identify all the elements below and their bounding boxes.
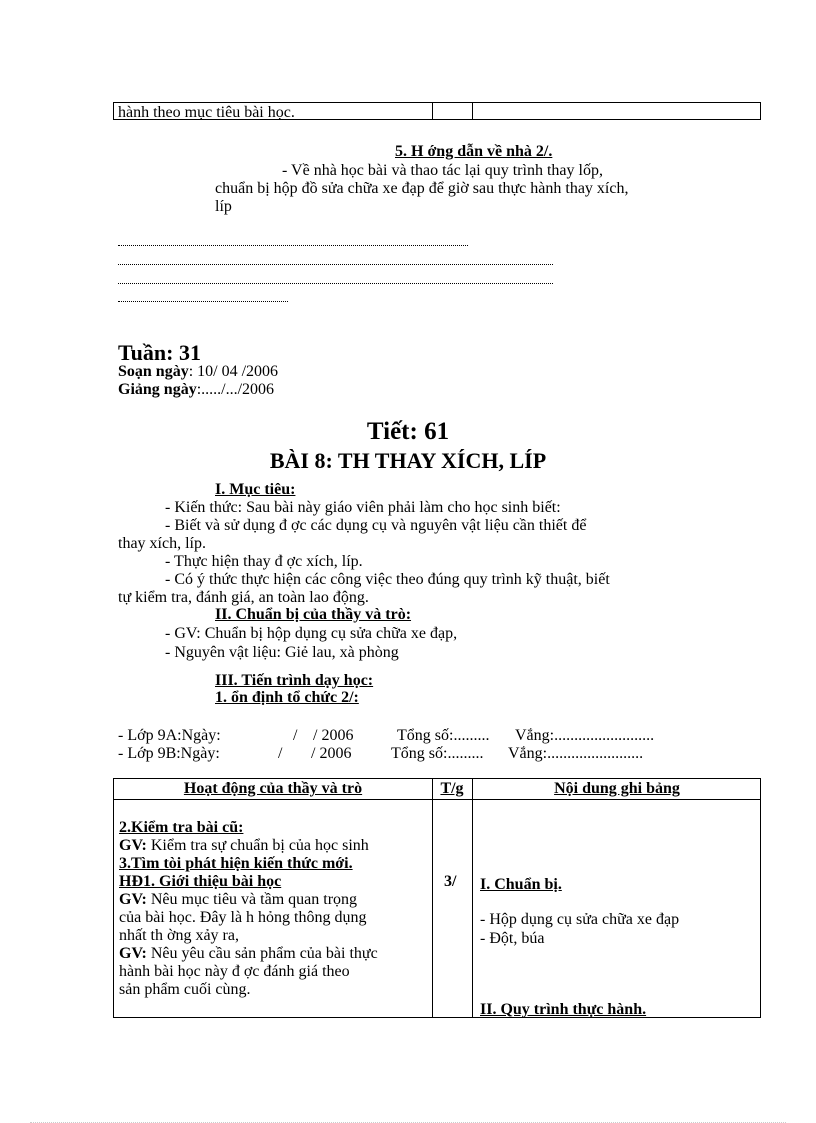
objective-line-4: - Thực hiện thay đ ợc xích, líp.: [165, 553, 363, 570]
prep-date: [118, 363, 278, 381]
class-9b-slash: /: [278, 745, 283, 762]
gv-intro: [119, 891, 357, 909]
objective-line-2: - Biết và sử dụng đ ợc các dụng cụ và nguyên vật liệu cần thiết để: [165, 517, 587, 534]
homework-line-1: - Về nhà học bài và thao tác lại quy trình thay lốp,: [282, 162, 603, 179]
time-value: 3/: [444, 873, 457, 890]
preparation-line-1: - GV: Chuẩn bị hộp dụng cụ sửa chữa xe đạp,: [165, 625, 458, 642]
note-line-2: [118, 264, 553, 265]
process-subheading: 1. ổn định tổ chức 2/:: [215, 689, 359, 706]
gv-requirement-line-3: sản phẩm cuối cùng.: [119, 981, 251, 998]
explore-heading: 3.Tìm tòi phát hiện kiến thức mới.: [119, 855, 353, 872]
gv-intro-text: Nêu mục tiêu và tầm quan trọng: [146, 891, 358, 908]
homework-heading: 5. H ớng dẫn về nhà 2/.: [395, 143, 553, 160]
objectives-heading: I. Mục tiêu:: [215, 481, 296, 498]
objective-line-6: tự kiểm tra, đánh giá, an toàn lao động.: [118, 589, 369, 606]
class-9a-total: Tổng số:.........: [397, 727, 490, 744]
preparation-heading: II. Chuẩn bị của thầy và trò:: [215, 606, 412, 623]
lesson-table: [113, 778, 761, 1018]
note-line-4: [118, 301, 288, 302]
gv-review: [119, 837, 369, 855]
prep-section-heading: I. Chuẩn bị.: [480, 876, 562, 893]
process-heading: III. Tiến trình dạy học:: [215, 672, 374, 689]
table-header-activity: Hoạt động của thầy và trò: [183, 780, 363, 797]
note-line-3: [118, 283, 553, 284]
process-section-heading: II. Quy trình thực hành.: [480, 1001, 647, 1018]
lesson-title: BÀI 8: TH THAY XÍCH, LÍP: [269, 448, 547, 473]
gv-requirement-label: GV:: [119, 945, 147, 962]
gv-requirement-text: Nêu yêu cầu sản phẩm của bài thực: [146, 945, 378, 962]
table-divider-1: [432, 779, 433, 1017]
class-9b-year: / 2006: [311, 745, 352, 762]
class-9a-absent: Vắng:.........................: [515, 727, 655, 744]
gv-intro-label: GV:: [119, 891, 147, 908]
homework-line-3: líp: [215, 198, 232, 215]
table-header-content: Nội dung ghi bảng: [554, 780, 680, 797]
teach-date-label: Giảng ngày: [118, 381, 197, 398]
gv-requirement: [119, 945, 378, 963]
preparation-line-2: - Nguyên vật liệu: Giẻ lau, xà phòng: [165, 644, 399, 661]
gv-intro-line-3: nhất th ờng xảy ra,: [119, 927, 239, 944]
class-9b-name: - Lớp 9B:Ngày:: [118, 745, 220, 762]
objective-line-1: - Kiến thức: Sau bài này giáo viên phải làm cho học sinh biết:: [165, 499, 561, 516]
homework-line-2: chuẩn bị hộp đồ sửa chữa xe đạp để giờ sau thực hành thay xích,: [215, 180, 629, 197]
class-9b-absent: Vắng:........................: [508, 745, 644, 762]
gv-intro-line-2: của bài học. Đây là h hỏng thông dụng: [119, 909, 367, 926]
gv-requirement-line-2: hành bài học này đ ợc đánh giá theo: [119, 963, 350, 980]
class-9a-name: - Lớp 9A:Ngày:: [118, 727, 221, 744]
objective-line-3: thay xích, líp.: [118, 535, 206, 552]
prep-date-label: Soạn ngày: [118, 363, 189, 380]
prep-date-value: : 10/ 04 /2006: [188, 363, 279, 380]
prep-item-1: - Hộp dụng cụ sửa chữa xe đạp: [480, 911, 680, 928]
review-heading: 2.Kiểm tra bài cũ:: [119, 819, 244, 836]
lesson-period: Tiết: 61: [366, 418, 450, 445]
teach-date-value: :...../.../2006: [196, 381, 275, 398]
top-row-text: hành theo mục tiêu bài học.: [118, 104, 295, 121]
week-number: Tuần: 31: [118, 340, 201, 365]
table-header-time: T/g: [440, 780, 464, 797]
table-divider-2: [472, 779, 473, 1017]
note-line-1: [118, 245, 468, 246]
hd1-heading: HĐ1. Giới thiệu bài học: [119, 873, 282, 890]
class-9a-slash: /: [293, 727, 298, 744]
class-9a-year: / 2006: [313, 727, 354, 744]
objective-line-5: - Có ý thức thực hiện các công việc theo đúng quy trình kỹ thuật, biết: [165, 571, 610, 588]
gv-review-text: Kiểm tra sự chuẩn bị của học sinh: [146, 837, 369, 854]
class-9b-total: Tổng số:.........: [391, 745, 484, 762]
gv-review-label: GV:: [119, 837, 147, 854]
prep-item-2: - Đột, búa: [480, 930, 545, 947]
teach-date: [118, 381, 274, 399]
top-cell-time: [432, 103, 473, 119]
